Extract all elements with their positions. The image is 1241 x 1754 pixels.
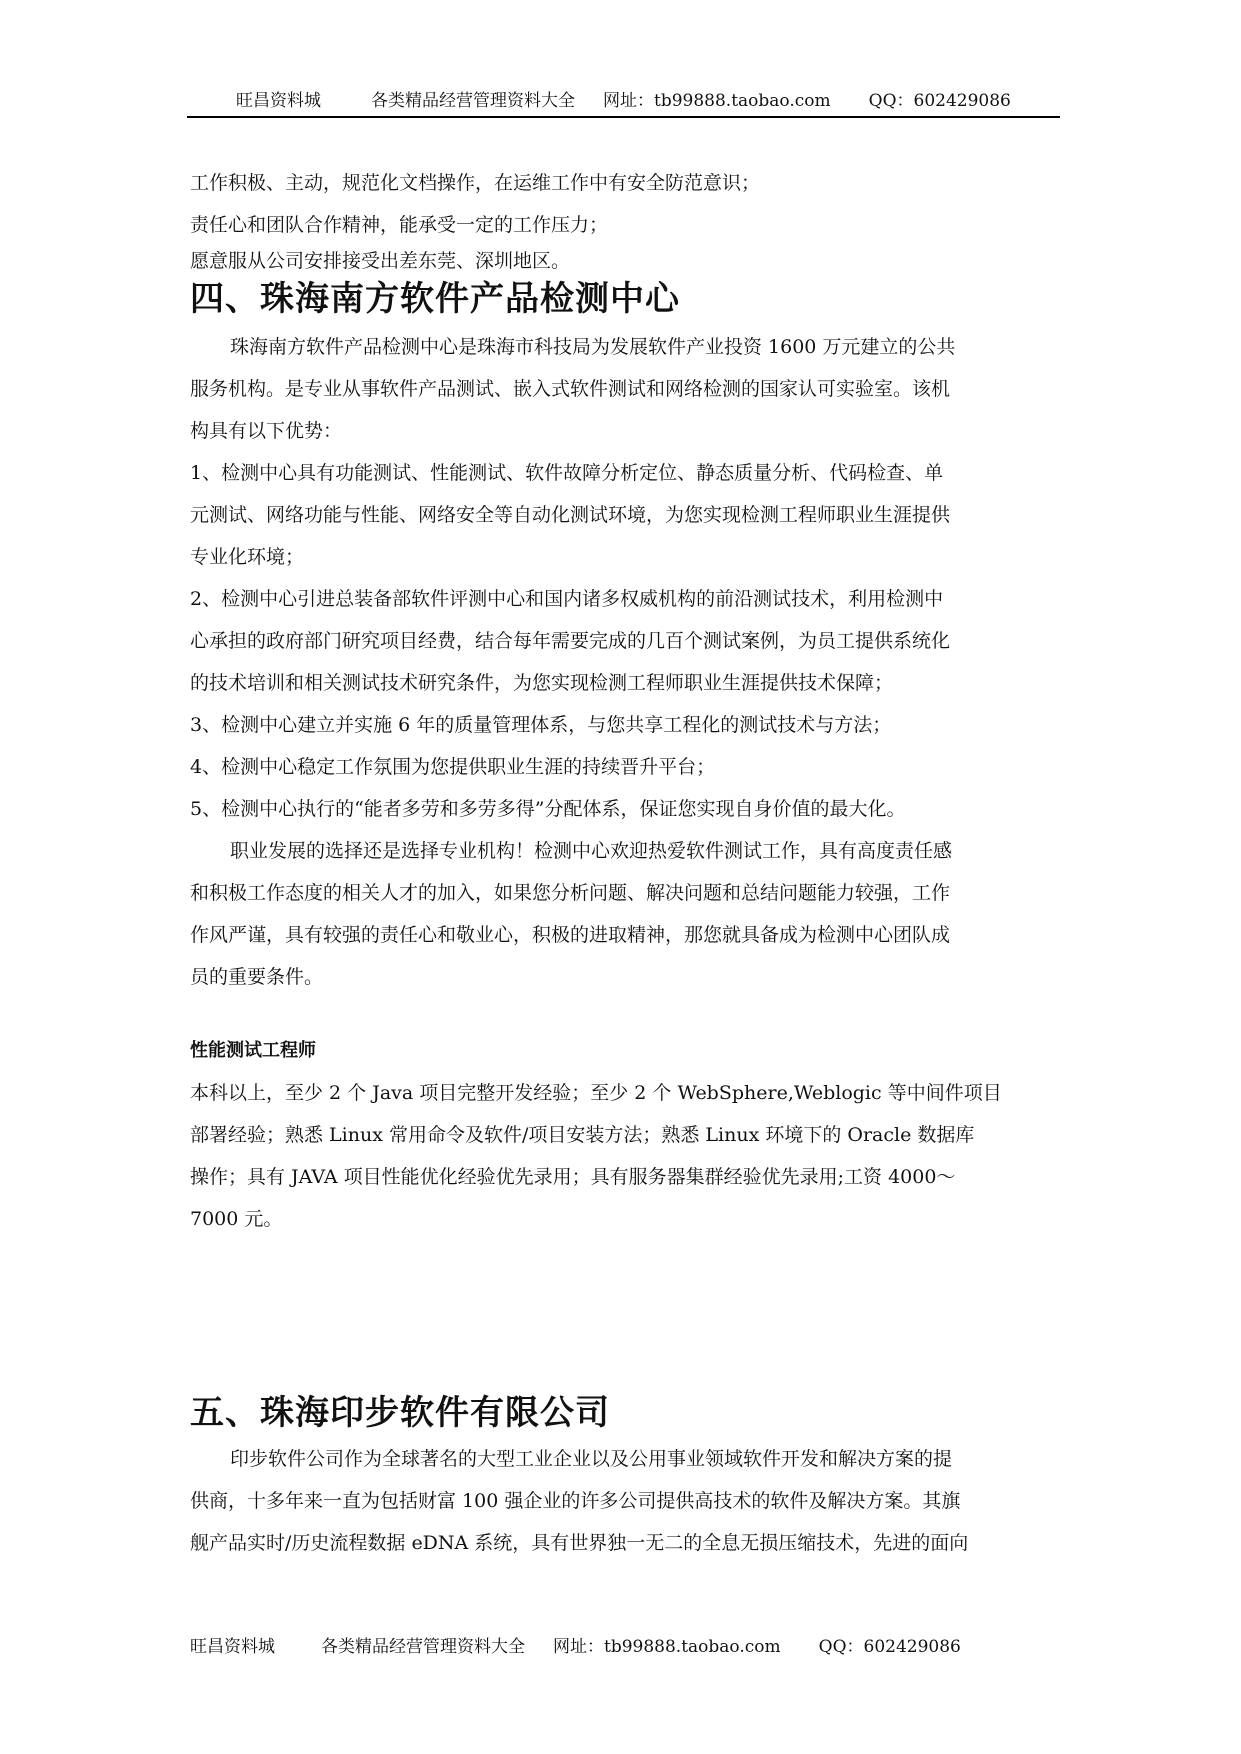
text-line: 心承担的政府部门研究项目经费，结合每年需要完成的几百个测试案例，为员工提供系统化	[190, 630, 951, 652]
text-line: 的技术培训和相关测试技术研究条件，为您实现检测工程师职业生涯提供技术保障；	[190, 672, 894, 694]
text-line: 本科以上，至少 2 个 Java 项目完整开发经验；至少 2 个 WebSphere,Weblogic 等中间件项目	[190, 1082, 1002, 1104]
document-body	[190, 162, 1072, 1564]
text-line: 供商，十多年来一直为包括财富 100 强企业的许多公司提供高技术的软件及解决方案。其旗	[190, 1490, 961, 1512]
text-line: 和积极工作态度的相关人才的加入，如果您分析问题、解决问题和总结问题能力较强，工作	[190, 882, 951, 904]
text-line: 1、检测中心具有功能测试、性能测试、软件故障分析定位、静态质量分析、代码检查、单	[190, 462, 944, 484]
advantage-item-1	[190, 452, 1072, 578]
intro-line: 责任心和团队合作精神，能承受一定的工作压力；	[190, 214, 609, 236]
section-5-heading: 五、珠海印步软件有限公司	[190, 1393, 610, 1433]
advantage-item-4: 4、检测中心稳定工作氛围为您提供职业生涯的持续晋升平台；	[190, 756, 716, 778]
page-footer	[190, 1634, 961, 1660]
text-line: 7000 元。	[190, 1208, 283, 1230]
text-line: 服务机构。是专业从事软件产品测试、嵌入式软件测试和网络检测的国家认可实验室。该机	[190, 378, 951, 400]
intro-line: 工作积极、主动，规范化文档操作，在运维工作中有安全防范意识；	[190, 172, 761, 194]
footer-qq: QQ：602429086	[818, 1637, 961, 1657]
section-5-paragraph	[190, 1438, 1072, 1564]
text-line: 印步软件公司作为全球著名的大型工业企业以及公用事业领域软件开发和解决方案的提	[230, 1448, 953, 1470]
text-line: 珠海南方软件产品检测中心是珠海市科技局为发展软件产业投资 1600 万元建立的公共	[230, 336, 956, 358]
header-shop-name: 旺昌资料城	[236, 91, 321, 111]
career-paragraph	[190, 830, 1072, 998]
page-header	[187, 88, 1060, 118]
header-url: 网址：tb99888.taobao.com	[603, 91, 831, 111]
intro-line: 愿意服从公司安排接受出差东莞、深圳地区。	[190, 250, 571, 272]
advantage-item-3: 3、检测中心建立并实施 6 年的质量管理体系，与您共享工程化的测试技术与方法；	[190, 714, 892, 736]
job-title: 性能测试工程师	[190, 1040, 316, 1061]
text-line: 专业化环境；	[190, 546, 305, 568]
job-requirements	[190, 1072, 1072, 1240]
text-line: 职业发展的选择还是选择专业机构！检测中心欢迎热爱软件测试工作，具有高度责任感	[230, 840, 953, 862]
footer-slogan: 各类精品经营管理资料大全	[321, 1637, 525, 1657]
text-line: 员的重要条件。	[190, 966, 324, 988]
section-4-intro-paragraph	[190, 326, 1072, 452]
text-line: 部署经验；熟悉 Linux 常用命令及软件/项目安装方法；熟悉 Linux 环境下的 Oracle 数据库	[190, 1124, 975, 1146]
text-line: 作风严谨，具有较强的责任心和敬业心，积极的进取精神，那您就具备成为检测中心团队成	[190, 924, 951, 946]
text-line: 操作；具有 JAVA 项目性能优化经验优先录用；具有服务器集群经验优先录用;工资 4000～	[190, 1166, 956, 1188]
text-line: 构具有以下优势：	[190, 420, 343, 442]
section-4-heading: 四、珠海南方软件产品检测中心	[190, 279, 680, 319]
footer-shop-name: 旺昌资料城	[190, 1637, 275, 1657]
text-line: 元测试、网络功能与性能、网络安全等自动化测试环境，为您实现检测工程师职业生涯提供	[190, 504, 951, 526]
advantage-item-5: 5、检测中心执行的“能者多劳和多劳多得”分配体系，保证您实现自身价值的最大化。	[190, 798, 906, 820]
footer-url: 网址：tb99888.taobao.com	[553, 1637, 781, 1657]
advantage-item-2	[190, 578, 1072, 704]
text-line: 舰产品实时/历史流程数据 eDNA 系统，具有世界独一无二的全息无损压缩技术，先进的面向	[190, 1532, 969, 1554]
header-slogan: 各类精品经营管理资料大全	[371, 91, 575, 111]
header-qq: QQ：602429086	[868, 91, 1011, 111]
text-line: 2、检测中心引进总装备部软件评测中心和国内诸多权威机构的前沿测试技术，利用检测中	[190, 588, 944, 610]
